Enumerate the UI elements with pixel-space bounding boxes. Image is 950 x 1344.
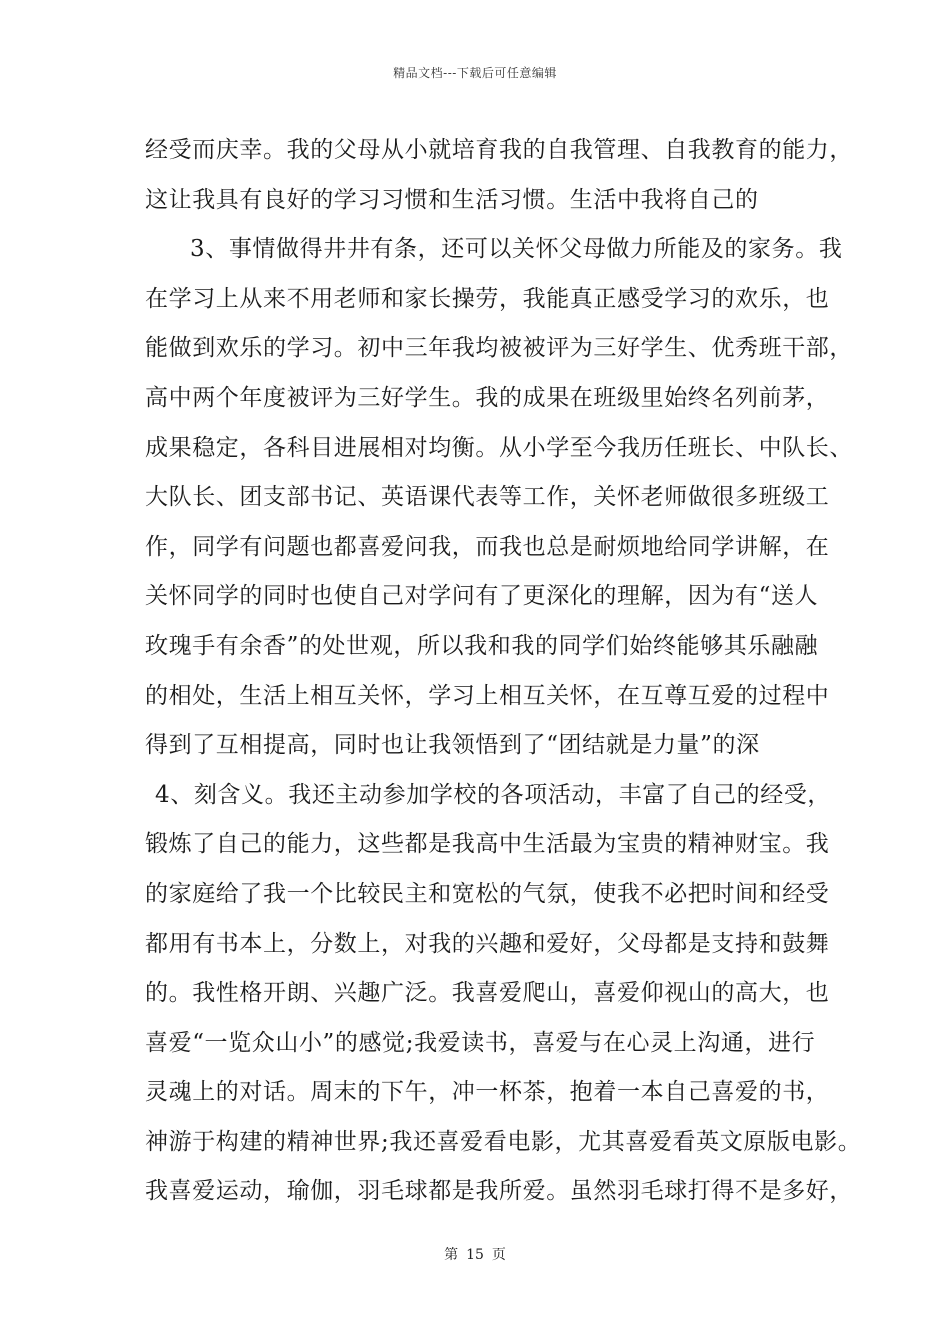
text-line: 作，同学有问题也都喜爱问我，而我也总是耐烦地给同学讲解，在 <box>145 533 830 560</box>
text-line: 玫瑰手有余香”的处世观，所以我和我的同学们始终能够其乐融融 <box>145 632 819 659</box>
text-line: 的家庭给了我一个比较民主和宽松的气氛，使我不必把时间和经受 <box>145 880 830 907</box>
page-number: 15 <box>466 1247 484 1263</box>
text-line: 我喜爱运动，瑜伽，羽毛球都是我所爱。虽然羽毛球打得不是多好， <box>145 1178 853 1205</box>
text-line: 喜爱“一览众山小”的感觉;我爱读书，喜爱与在心灵上沟通，进行 <box>145 1029 816 1056</box>
text-line: 经受而庆幸。我的父母从小就培育我的自我管理、自我教育的能力， <box>145 137 853 163</box>
text-line-numbered: 4、刻含义。我还主动参加学校的各项活动，丰富了自己的经受， <box>155 781 832 808</box>
text-line: 成果稳定，各科目进展相对均衡。从小学至今我历任班长、中队长、 <box>145 434 853 461</box>
footer-suffix: 页 <box>491 1247 506 1263</box>
text-line: 锻炼了自己的能力，这些都是我高中生活最为宝贵的精神财宝。我 <box>145 831 830 858</box>
text-line: 灵魂上的对话。周末的下午，冲一杯茶，抱着一本自己喜爱的书， <box>145 1079 830 1106</box>
page-header: 精品文档---下载后可任意编辑 <box>393 66 557 80</box>
text-line: 高中两个年度被评为三好学生。我的成果在班级里始终名列前茅， <box>145 384 830 411</box>
page-footer <box>0 1244 950 1264</box>
footer-prefix: 第 <box>444 1247 459 1263</box>
text-line: 的。我性格开朗、兴趣广泛。我喜爱爬山，喜爱仰视山的高大，也 <box>145 980 830 1007</box>
text-line: 能做到欢乐的学习。初中三年我均被被评为三好学生、优秀班干部， <box>145 335 853 362</box>
text-line: 得到了互相提高，同时也让我领悟到了“团结就是力量”的深 <box>145 732 760 759</box>
text-line: 关怀同学的同时也使自己对学问有了更深化的理解，因为有“送人 <box>145 583 819 610</box>
text-line: 大队长、团支部书记、英语课代表等工作，关怀老师做很多班级工 <box>145 484 830 511</box>
text-line: 在学习上从来不用老师和家长操劳，我能真正感受学习的欢乐，也 <box>145 285 830 312</box>
body-text <box>145 126 862 1217</box>
text-line: 神游于构建的精神世界;我还喜爱看电影，尤其喜爱看英文原版电影。 <box>145 1128 862 1155</box>
text-line: 都用有书本上，分数上，对我的兴趣和爱好，父母都是支持和鼓舞 <box>145 930 830 957</box>
text-line: 这让我具有良好的学习习惯和生活习惯。生活中我将自己的 <box>145 186 759 213</box>
text-line-numbered: 3、事情做得井井有条，还可以关怀父母做力所能及的家务。我 <box>190 236 843 263</box>
text-line: 的相处，生活上相互关怀，学习上相互关怀，在互尊互爱的过程中 <box>145 682 830 709</box>
